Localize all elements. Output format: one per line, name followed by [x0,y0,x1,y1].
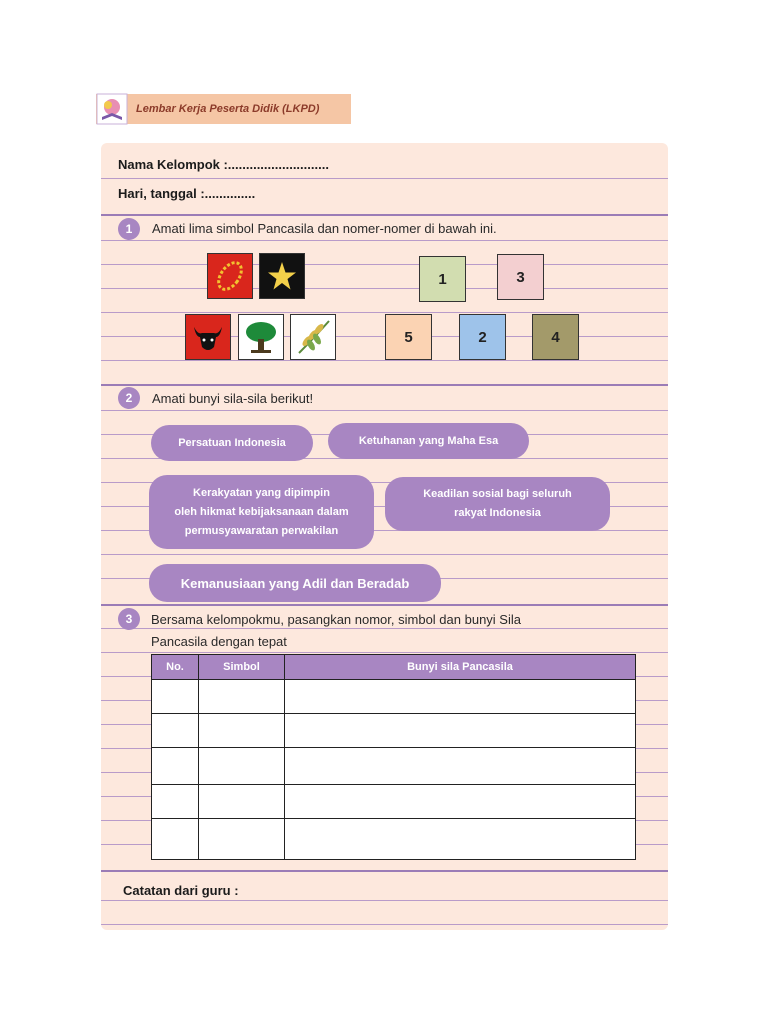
no-cell[interactable] [152,714,199,748]
rule-line [101,870,668,872]
group-name-field[interactable]: Nama Kelompok :............................ [118,157,329,172]
sila-pill: Persatuan Indonesia [151,425,313,461]
worksheet-title: Lembar Kerja Peserta Didik (LKPD) [136,103,320,115]
sila-cell[interactable] [285,819,636,860]
no-cell[interactable] [152,748,199,785]
chain-icon [207,253,253,299]
rule-line [101,628,668,629]
table-row [152,748,636,785]
sila-cell[interactable] [285,785,636,819]
number-box-4: 4 [532,314,579,360]
rule-line [101,410,668,411]
symbol-cell[interactable] [199,680,285,714]
rule-line [101,900,668,901]
number-box-5: 5 [385,314,432,360]
no-cell[interactable] [152,680,199,714]
sila-cell[interactable] [285,748,636,785]
rule-line [101,652,668,653]
symbol-cell[interactable] [199,748,285,785]
symbol-cell[interactable] [199,785,285,819]
table-row [152,714,636,748]
sila-pill: Keadilan sosial bagi seluruh rakyat Indonesia [385,477,610,531]
question-3-text-line1: Bersama kelompokmu, pasangkan nomor, simbol dan bunyi Sila [151,612,521,627]
rule-line [101,240,668,241]
answer-table [151,654,636,860]
rule-line [101,384,668,386]
question-3-text-line2: Pancasila dengan tepat [151,634,287,649]
question-2-text: Amati bunyi sila-sila berikut! [152,391,314,406]
question-2-badge: 2 [118,387,140,409]
bull-head-icon [185,314,231,360]
column-header-symbol: Simbol [199,655,285,680]
symbol-cell[interactable] [199,819,285,860]
question-1-text: Amati lima simbol Pancasila dan nomer-nomer di bawah ini. [152,221,497,236]
no-cell[interactable] [152,785,199,819]
number-box-1: 1 [419,256,466,302]
column-header-sila: Bunyi sila Pancasila [285,655,636,680]
book-logo-icon [96,93,128,125]
question-1-badge: 1 [118,218,140,240]
sila-cell[interactable] [285,680,636,714]
symbol-cell[interactable] [199,714,285,748]
worksheet-header [96,94,351,124]
table-row [152,819,636,860]
rice-cotton-icon [290,314,336,360]
rule-line [101,178,668,179]
teacher-notes-label: Catatan dari guru : [123,883,239,898]
sila-pill: Ketuhanan yang Maha Esa [328,423,529,459]
worksheet-sheet [101,143,668,930]
no-cell[interactable] [152,819,199,860]
rule-line [101,214,668,216]
star-icon [259,253,305,299]
table-row [152,680,636,714]
rule-line [101,288,668,289]
table-row [152,785,636,819]
question-3-badge: 3 [118,608,140,630]
rule-line [101,264,668,265]
banyan-tree-icon [238,314,284,360]
rule-line [101,554,668,555]
column-header-no: No. [152,655,199,680]
number-box-3: 3 [497,254,544,300]
number-box-2: 2 [459,314,506,360]
day-date-field[interactable]: Hari, tanggal :.............. [118,186,256,201]
sila-pill: Kerakyatan yang dipimpin oleh hikmat kebijaksanaan dalam permusyawaratan perwakilan [149,475,374,549]
sila-cell[interactable] [285,714,636,748]
rule-line [101,924,668,925]
sila-pill: Kemanusiaan yang Adil dan Beradab [149,564,441,602]
rule-line [101,604,668,606]
rule-line [101,312,668,313]
